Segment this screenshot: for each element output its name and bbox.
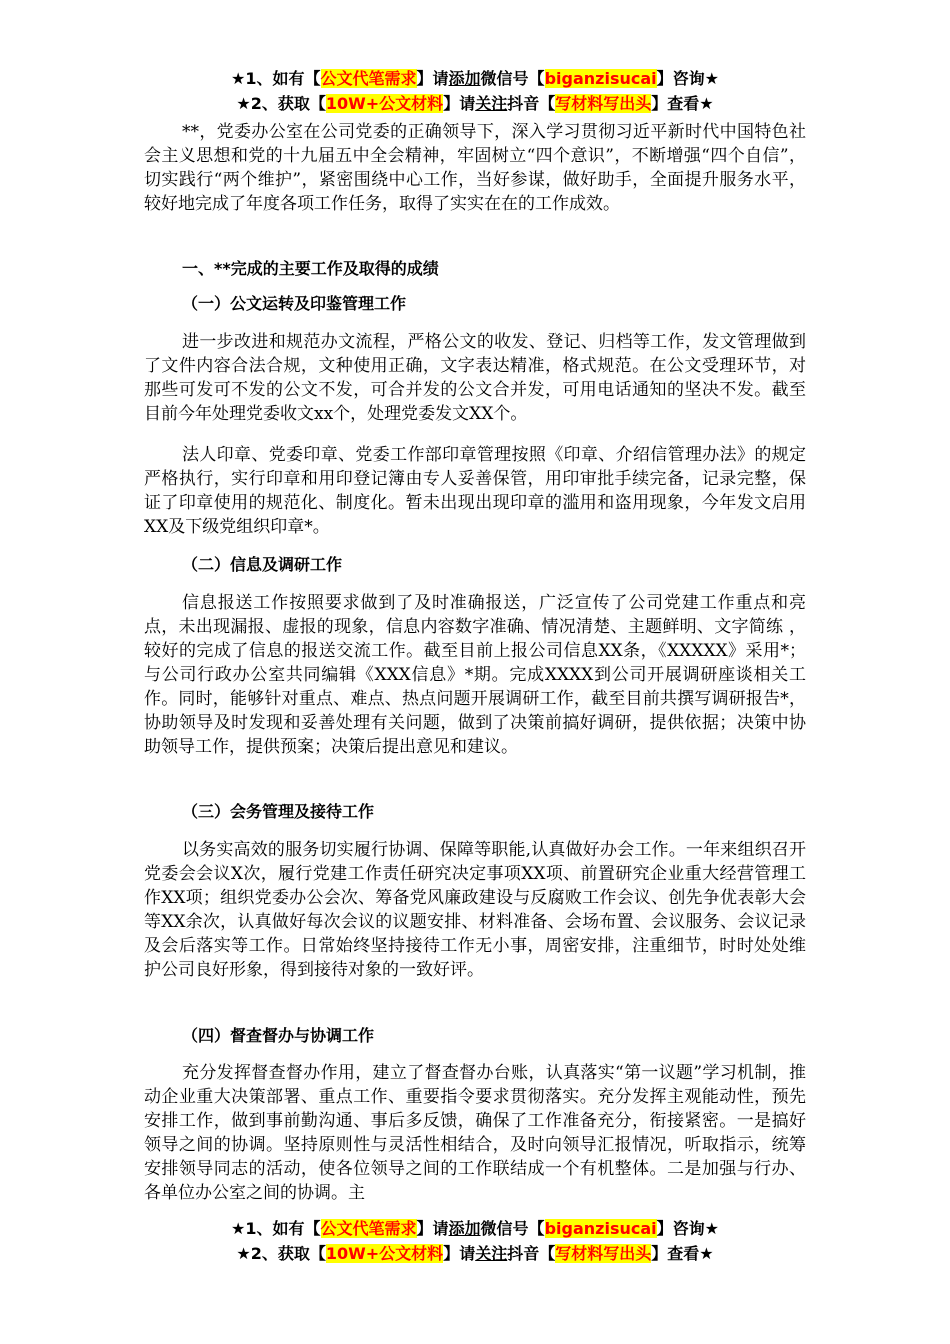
banner-text: 】请: [416, 1219, 449, 1238]
intro-paragraph: **，党委办公室在公司党委的正确领导下，深入学习贯彻习近平新时代中国特色社会主义思想和党的十九届五中全会精神，牢固树立“四个意识”，不断增强“四个自信”，切实践行“两个维护”，紧密围绕中心工作，当好参谋，做好助手，全面提升服务水平，较好地完成了年度各项工作任务，取得了实实在在的工作成效。: [144, 122, 806, 214]
banner-underlined-text: 关注: [475, 1244, 508, 1263]
banner-text: 抖音【: [507, 1244, 556, 1263]
banner-highlight: 公文代笔需求: [320, 69, 417, 88]
banner-text: 】请: [443, 1244, 476, 1263]
banner-text: 】查看★: [651, 1244, 714, 1263]
banner-highlight-douyin-id: 写材料写出头: [555, 1244, 652, 1263]
banner-highlight: 公文代笔需求: [320, 1219, 417, 1238]
section-title: 一、**完成的主要工作及取得的成绩: [182, 259, 439, 278]
banner-text: ★1、如有【: [231, 69, 321, 88]
banner-underlined-text: 添加: [448, 1219, 481, 1238]
banner-text: 微信号【: [480, 69, 545, 88]
bottom-banner-line-2: [0, 1243, 950, 1265]
banner-text: ★2、获取【: [236, 1244, 326, 1263]
banner-highlight-douyin-id: 写材料写出头: [555, 94, 652, 113]
paragraph: 进一步改进和规范办文流程，严格公文的收发、登记、归档等工作，发文管理做到了文件内容合法合规，文种使用正确，文字表达精准，格式规范。在公文受理环节，对那些可发可不发的公文不发，可合并发的公文合并发，可用电话通知的坚决不发。截至目前今年处理党委收文xx个，处理党委发文XX个。: [144, 332, 806, 424]
paragraph: 信息报送工作按照要求做到了及时准确报送，广泛宣传了公司党建工作重点和亮点，未出现漏报、虚报的现象，信息内容数字准确、情况清楚、主题鲜明、文字简练 ，较好的完成了信息的报送交流工作。截至目前上报公司信息XX条，《XXXXX》采用*；与公司行政办公室共同编辑《XXX信息》*期。完成XXXX到公司开展调研座谈相关工作。同时，能够针对重点、难点、热点问题开展调研工作，截至目前共撰写调研报告*，协助领导及时发现和妥善处理有关问题，做到了决策前搞好调研，提供依据；决策中协助领导工作，提供预案；决策后提出意见和建议。: [144, 593, 806, 757]
bottom-banner-line-1: [0, 1218, 950, 1240]
banner-text: 抖音【: [507, 94, 556, 113]
top-banner-line-2: [0, 93, 950, 115]
banner-text: ★1、如有【: [231, 1219, 321, 1238]
banner-text: 】咨询★: [656, 1219, 719, 1238]
top-banner-line-1: [0, 68, 950, 90]
banner-highlight: 10W+公文材料: [325, 94, 444, 113]
subsection-title: （四）督查督办与协调工作: [182, 1026, 375, 1045]
banner-text: 】请: [443, 94, 476, 113]
subsection-title: （二）信息及调研工作: [182, 555, 343, 574]
banner-text: ★2、获取【: [236, 94, 326, 113]
banner-text: 】咨询★: [656, 69, 719, 88]
banner-highlight-wechat-id: biganzisucai: [544, 69, 657, 88]
banner-text: 】请: [416, 69, 449, 88]
banner-highlight: 10W+公文材料: [325, 1244, 444, 1263]
subsection-title: （一）公文运转及印鉴管理工作: [182, 294, 407, 313]
paragraph: 充分发挥督查督办作用，建立了督查督办台账，认真落实“第一议题”学习机制，推动企业重大决策部署、重点工作、重要指令要求贯彻落实。充分发挥主观能动性，预先安排工作，做到事前勤沟通、事后多反馈，确保了工作准备充分，衔接紧密。一是搞好领导之间的协调。坚持原则性与灵活性相结合，及时向领导汇报情况，听取指示，统筹安排领导同志的活动，使各位领导之间的工作联结成一个有机整体。二是加强与行办、各单位办公室之间的协调。主: [144, 1063, 806, 1203]
banner-highlight-wechat-id: biganzisucai: [544, 1219, 657, 1238]
paragraph: 法人印章、党委印章、党委工作部印章管理按照《印章、介绍信管理办法》的规定严格执行，实行印章和用印登记簿由专人妥善保管，用印审批手续完备，记录完整，保证了印章使用的规范化、制度化。暂未出现出现印章的滥用和盗用现象，今年发文启用XX及下级党组织印章*。: [144, 445, 806, 537]
banner-underlined-text: 添加: [448, 69, 481, 88]
subsection-title: （三）会务管理及接待工作: [182, 802, 375, 821]
paragraph: 以务实高效的服务切实履行协调、保障等职能,认真做好办会工作。一年来组织召开党委会会议X次，履行党建工作责任研究决定事项XX项、前置研究企业重大经营管理工作XX项；组织党委办公会次、筹备党风廉政建设与反腐败工作会议、创先争优表彰大会等XX余次，认真做好每次会议的议题安排、材料准备、会场布置、会议服务、会议记录及会后落实等工作。日常始终坚持接待工作无小事，周密安排，注重细节，时时处处维护公司良好形象，得到接待对象的一致好评。: [144, 840, 806, 980]
banner-underlined-text: 关注: [475, 94, 508, 113]
banner-text: 】查看★: [651, 94, 714, 113]
banner-text: 微信号【: [480, 1219, 545, 1238]
